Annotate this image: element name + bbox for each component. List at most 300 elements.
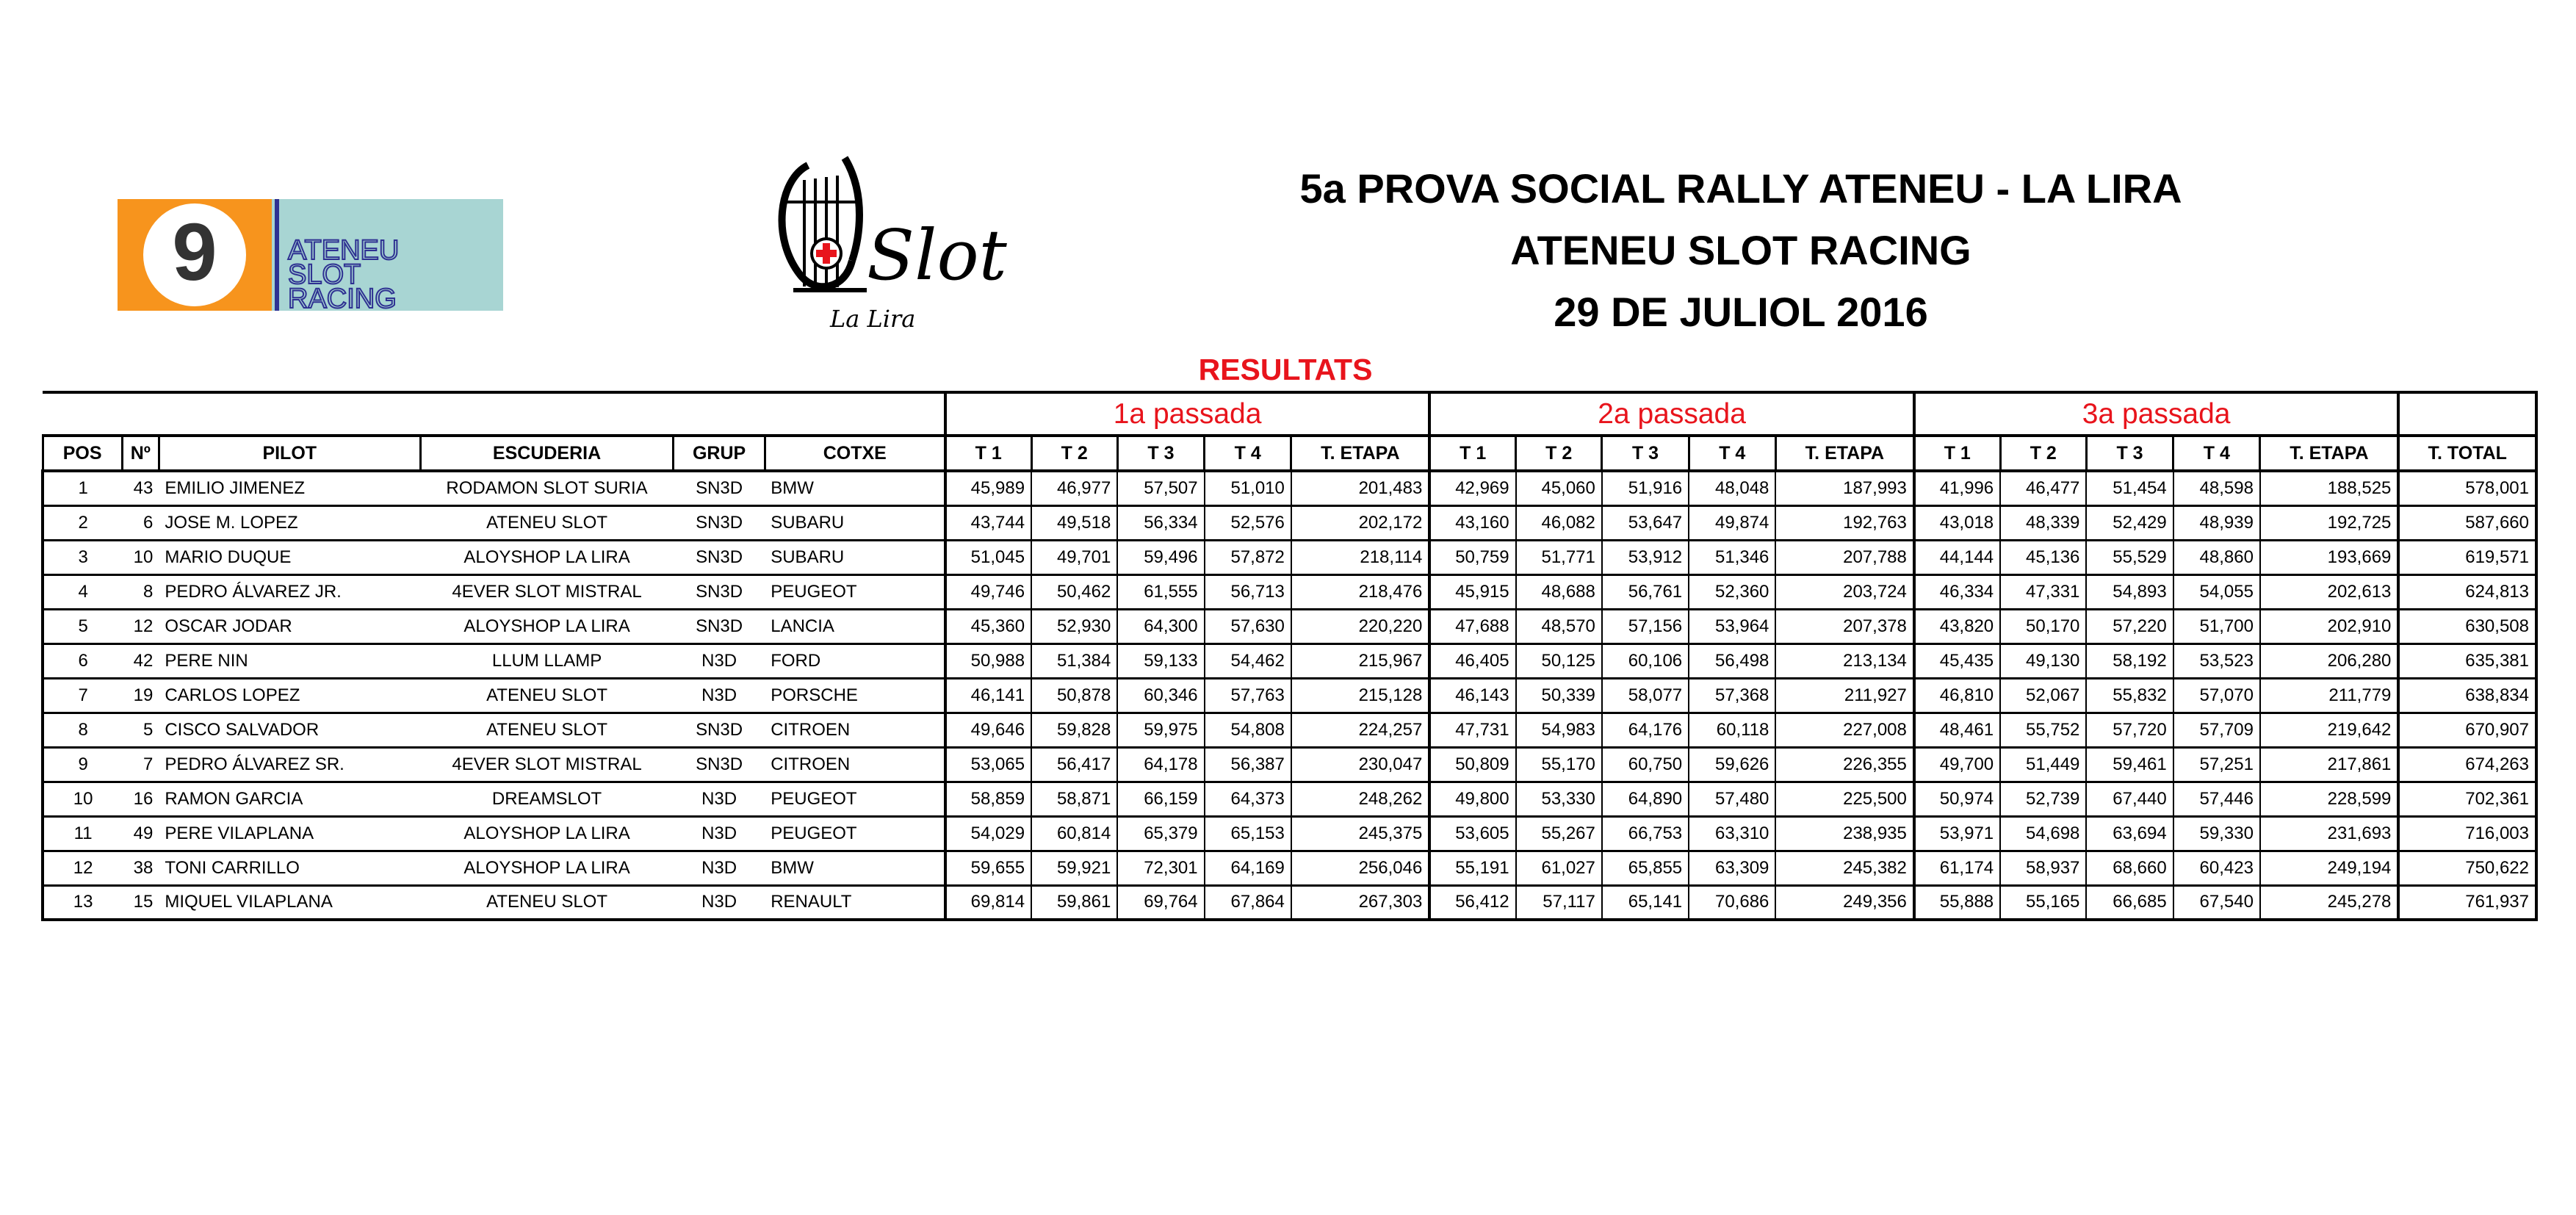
table-row [43, 643, 2536, 678]
cell-p1-t4: 57,630 [1205, 609, 1291, 643]
cell-grup: SN3D [674, 471, 765, 505]
table-row [43, 609, 2536, 643]
cell-p1-t4: 51,010 [1205, 471, 1291, 505]
cell-p3-t1: 44,144 [1914, 540, 2000, 574]
cell-p3-t1: 49,700 [1914, 747, 2000, 782]
cell-escuderia: ALOYSHOP LA LIRA [420, 609, 674, 643]
cell-pos: 10 [43, 782, 122, 816]
cell-p1-t2: 50,462 [1031, 574, 1117, 609]
cell-p2-t3: 51,916 [1602, 471, 1689, 505]
cell-total: 670,907 [2398, 713, 2536, 747]
cell-p1-t2: 58,871 [1031, 782, 1117, 816]
cell-p3-t1: 45,435 [1914, 643, 2000, 678]
cell-p2-t2: 55,267 [1516, 816, 1602, 851]
cell-p3-t1: 55,888 [1914, 885, 2000, 920]
pass-3-header: 3a passada [1914, 392, 2399, 436]
cell-p2-t3: 58,077 [1602, 678, 1689, 713]
cell-p3-t3: 55,529 [2086, 540, 2173, 574]
cell-p1-t3: 64,300 [1117, 609, 1204, 643]
cell-cotxe: PEUGEOT [765, 816, 945, 851]
cell-p1-t4: 67,864 [1205, 885, 1291, 920]
col-pos: POS [43, 436, 122, 471]
cell-p2-t3: 66,753 [1602, 816, 1689, 851]
cell-p3-t4: 60,423 [2173, 851, 2260, 885]
cell-p1-t4: 54,462 [1205, 643, 1291, 678]
cell-p2-etapa: 207,788 [1775, 540, 1913, 574]
cell-p3-etapa: 249,194 [2260, 851, 2398, 885]
cell-p2-t2: 54,983 [1516, 713, 1602, 747]
cell-p3-etapa: 228,599 [2260, 782, 2398, 816]
cell-p2-etapa: 187,993 [1775, 471, 1913, 505]
cell-pos: 3 [43, 540, 122, 574]
cell-num: 49 [122, 816, 159, 851]
cell-p2-t3: 64,176 [1602, 713, 1689, 747]
cell-grup: N3D [674, 851, 765, 885]
cell-num: 12 [122, 609, 159, 643]
event-title: 5a PROVA SOCIAL RALLY ATENEU - LA LIRA [1299, 165, 2182, 212]
cell-pos: 7 [43, 678, 122, 713]
cell-p1-t1: 43,744 [945, 505, 1031, 540]
cell-p2-t3: 65,855 [1602, 851, 1689, 885]
cell-total: 587,660 [2398, 505, 2536, 540]
cell-p2-t1: 45,915 [1429, 574, 1515, 609]
cell-p3-t2: 55,752 [2000, 713, 2086, 747]
cell-p2-t1: 47,731 [1429, 713, 1515, 747]
cell-p2-t2: 53,330 [1516, 782, 1602, 816]
cell-p3-t2: 51,449 [2000, 747, 2086, 782]
cell-p1-t4: 56,387 [1205, 747, 1291, 782]
cell-p3-t4: 57,446 [2173, 782, 2260, 816]
cell-p3-t1: 43,820 [1914, 609, 2000, 643]
cell-p3-t2: 49,130 [2000, 643, 2086, 678]
cell-grup: N3D [674, 885, 765, 920]
cell-total: 624,813 [2398, 574, 2536, 609]
cell-p2-t4: 60,118 [1689, 713, 1775, 747]
cell-p3-etapa: 217,861 [2260, 747, 2398, 782]
cell-p3-t4: 67,540 [2173, 885, 2260, 920]
cell-p3-t3: 57,220 [2086, 609, 2173, 643]
cell-p1-t1: 59,655 [945, 851, 1031, 885]
cell-p1-etapa: 218,114 [1291, 540, 1429, 574]
cell-p1-t1: 46,141 [945, 678, 1031, 713]
cell-p3-t2: 45,136 [2000, 540, 2086, 574]
cell-p1-t1: 49,746 [945, 574, 1031, 609]
cell-pilot: CISCO SALVADOR [159, 713, 420, 747]
cell-p1-t3: 56,334 [1117, 505, 1204, 540]
cell-total: 716,003 [2398, 816, 2536, 851]
cell-p1-t3: 59,975 [1117, 713, 1204, 747]
cell-num: 15 [122, 885, 159, 920]
logo-number: 9 [172, 207, 217, 298]
cell-p3-t4: 59,330 [2173, 816, 2260, 851]
cell-p2-t2: 45,060 [1516, 471, 1602, 505]
cell-p3-t4: 54,055 [2173, 574, 2260, 609]
cell-pilot: PERE NIN [159, 643, 420, 678]
cell-total: 619,571 [2398, 540, 2536, 574]
cell-p1-etapa: 202,172 [1291, 505, 1429, 540]
cell-p3-t4: 48,598 [2173, 471, 2260, 505]
cell-p1-t3: 66,159 [1117, 782, 1204, 816]
cell-p1-t1: 50,988 [945, 643, 1031, 678]
cell-p3-t2: 48,339 [2000, 505, 2086, 540]
la-lira-slot-logo [757, 151, 1007, 338]
cell-p2-t3: 53,647 [1602, 505, 1689, 540]
cell-p3-t4: 57,251 [2173, 747, 2260, 782]
cell-p2-etapa: 227,008 [1775, 713, 1913, 747]
cell-p3-etapa: 188,525 [2260, 471, 2398, 505]
cell-cotxe: CITROEN [765, 713, 945, 747]
cell-p1-t1: 45,360 [945, 609, 1031, 643]
cell-p3-t2: 52,739 [2000, 782, 2086, 816]
cell-p2-t1: 43,160 [1429, 505, 1515, 540]
cell-p1-t2: 49,701 [1031, 540, 1117, 574]
cell-p1-etapa: 220,220 [1291, 609, 1429, 643]
cell-p1-t3: 69,764 [1117, 885, 1204, 920]
cell-num: 38 [122, 851, 159, 885]
cell-p1-t2: 51,384 [1031, 643, 1117, 678]
cell-p1-t2: 59,828 [1031, 713, 1117, 747]
cell-cotxe: RENAULT [765, 885, 945, 920]
table-row [43, 678, 2536, 713]
cell-p3-etapa: 219,642 [2260, 713, 2398, 747]
lyre-frame-right [845, 158, 859, 261]
cell-p2-t1: 49,800 [1429, 782, 1515, 816]
cell-p1-t3: 60,346 [1117, 678, 1204, 713]
cell-pos: 4 [43, 574, 122, 609]
cell-pilot: JOSE M. LOPEZ [159, 505, 420, 540]
cell-p2-t2: 50,339 [1516, 678, 1602, 713]
cell-p1-t4: 52,576 [1205, 505, 1291, 540]
event-date: 29 DE JULIOL 2016 [1554, 289, 1928, 335]
cell-p3-t4: 57,709 [2173, 713, 2260, 747]
cell-p3-t1: 48,461 [1914, 713, 2000, 747]
cell-p3-t2: 50,170 [2000, 609, 2086, 643]
cell-grup: SN3D [674, 540, 765, 574]
logo-word: Slot [867, 215, 1007, 296]
table-row [43, 816, 2536, 851]
cell-p1-etapa: 245,375 [1291, 816, 1429, 851]
cell-num: 43 [122, 471, 159, 505]
cell-pos: 9 [43, 747, 122, 782]
cell-p1-t3: 59,133 [1117, 643, 1204, 678]
cell-p3-t2: 58,937 [2000, 851, 2086, 885]
cell-p2-t2: 61,027 [1516, 851, 1602, 885]
cell-p2-t4: 63,310 [1689, 816, 1775, 851]
cell-num: 19 [122, 678, 159, 713]
cell-grup: N3D [674, 782, 765, 816]
cell-p2-t3: 56,761 [1602, 574, 1689, 609]
cell-grup: SN3D [674, 505, 765, 540]
cell-p1-etapa: 248,262 [1291, 782, 1429, 816]
cell-p1-t2: 56,417 [1031, 747, 1117, 782]
cell-p2-etapa: 226,355 [1775, 747, 1913, 782]
cell-p1-t1: 45,989 [945, 471, 1031, 505]
cell-cotxe: PORSCHE [765, 678, 945, 713]
cell-p1-t2: 46,977 [1031, 471, 1117, 505]
cell-escuderia: RODAMON SLOT SURIA [420, 471, 674, 505]
cell-total: 578,001 [2398, 471, 2536, 505]
cell-pos: 6 [43, 643, 122, 678]
cell-total: 674,263 [2398, 747, 2536, 782]
cell-cotxe: LANCIA [765, 609, 945, 643]
cell-p1-t1: 53,065 [945, 747, 1031, 782]
cell-p1-etapa: 215,128 [1291, 678, 1429, 713]
cell-p3-t1: 46,810 [1914, 678, 2000, 713]
cell-escuderia: ATENEU SLOT [420, 885, 674, 920]
cell-cotxe: SUBARU [765, 540, 945, 574]
cell-p2-t4: 56,498 [1689, 643, 1775, 678]
cell-p1-t4: 65,153 [1205, 816, 1291, 851]
cell-pilot: OSCAR JODAR [159, 609, 420, 643]
cell-p3-t1: 50,974 [1914, 782, 2000, 816]
cell-num: 10 [122, 540, 159, 574]
cell-p1-t3: 65,379 [1117, 816, 1204, 851]
cell-p1-etapa: 230,047 [1291, 747, 1429, 782]
cell-escuderia: ATENEU SLOT [420, 713, 674, 747]
results-table [41, 391, 2538, 921]
cell-p3-t2: 54,698 [2000, 816, 2086, 851]
cell-p3-t3: 58,192 [2086, 643, 2173, 678]
cell-p2-t1: 50,759 [1429, 540, 1515, 574]
cell-pos: 1 [43, 471, 122, 505]
cell-p3-t3: 51,454 [2086, 471, 2173, 505]
cell-cotxe: PEUGEOT [765, 782, 945, 816]
cell-p3-t3: 67,440 [2086, 782, 2173, 816]
cell-grup: N3D [674, 816, 765, 851]
table-row [43, 540, 2536, 574]
cell-p1-t4: 57,763 [1205, 678, 1291, 713]
col-grup: GRUP [674, 436, 765, 471]
cell-p2-t1: 42,969 [1429, 471, 1515, 505]
cell-grup: N3D [674, 643, 765, 678]
table-row [43, 574, 2536, 609]
col-p3-t4: T 4 [2173, 436, 2260, 471]
cell-p1-etapa: 267,303 [1291, 885, 1429, 920]
cell-num: 7 [122, 747, 159, 782]
cell-p3-etapa: 202,910 [2260, 609, 2398, 643]
cell-p1-t3: 64,178 [1117, 747, 1204, 782]
cell-p2-etapa: 211,927 [1775, 678, 1913, 713]
cell-p1-t4: 64,373 [1205, 782, 1291, 816]
cell-p1-etapa: 224,257 [1291, 713, 1429, 747]
cell-p1-t3: 72,301 [1117, 851, 1204, 885]
cell-p1-etapa: 256,046 [1291, 851, 1429, 885]
cell-p1-etapa: 218,476 [1291, 574, 1429, 609]
cell-p3-t3: 52,429 [2086, 505, 2173, 540]
cell-p3-t4: 57,070 [2173, 678, 2260, 713]
cell-p3-t3: 54,893 [2086, 574, 2173, 609]
cell-p3-t1: 53,971 [1914, 816, 2000, 851]
table-row [43, 471, 2536, 505]
cell-p2-t4: 57,368 [1689, 678, 1775, 713]
cell-p2-t1: 46,405 [1429, 643, 1515, 678]
cell-p3-t2: 55,165 [2000, 885, 2086, 920]
cell-p3-t1: 46,334 [1914, 574, 2000, 609]
logo-line-3: RACING [288, 284, 397, 314]
cell-p1-etapa: 215,967 [1291, 643, 1429, 678]
cell-p1-t2: 49,518 [1031, 505, 1117, 540]
cell-pilot: EMILIO JIMENEZ [159, 471, 420, 505]
results-body [43, 471, 2536, 920]
pass-header-row [43, 392, 2536, 436]
cell-p3-t3: 66,685 [2086, 885, 2173, 920]
table-row [43, 747, 2536, 782]
cell-p1-t2: 59,861 [1031, 885, 1117, 920]
cell-p3-t2: 47,331 [2000, 574, 2086, 609]
cell-p2-t3: 60,106 [1602, 643, 1689, 678]
cell-total: 630,508 [2398, 609, 2536, 643]
col-p2-etapa: T. ETAPA [1775, 436, 1913, 471]
col-p1-t2: T 2 [1031, 436, 1117, 471]
col-p3-etapa: T. ETAPA [2260, 436, 2398, 471]
col-p2-t2: T 2 [1516, 436, 1602, 471]
cell-p1-etapa: 201,483 [1291, 471, 1429, 505]
cell-p3-t2: 46,477 [2000, 471, 2086, 505]
table-row [43, 713, 2536, 747]
cell-p2-t2: 51,771 [1516, 540, 1602, 574]
cell-p1-t1: 69,814 [945, 885, 1031, 920]
cell-num: 8 [122, 574, 159, 609]
cell-total: 761,937 [2398, 885, 2536, 920]
col-p1-etapa: T. ETAPA [1291, 436, 1429, 471]
cell-cotxe: CITROEN [765, 747, 945, 782]
col-p2-t4: T 4 [1689, 436, 1775, 471]
cell-p2-t4: 63,309 [1689, 851, 1775, 885]
cell-p2-t4: 52,360 [1689, 574, 1775, 609]
cell-p3-t3: 63,694 [2086, 816, 2173, 851]
cell-pilot: MIQUEL VILAPLANA [159, 885, 420, 920]
ateneu-slot-racing-logo [118, 199, 503, 314]
cell-escuderia: ALOYSHOP LA LIRA [420, 816, 674, 851]
cell-total: 635,381 [2398, 643, 2536, 678]
col-p3-t3: T 3 [2086, 436, 2173, 471]
cell-grup: SN3D [674, 713, 765, 747]
cell-p1-t1: 51,045 [945, 540, 1031, 574]
cell-escuderia: ALOYSHOP LA LIRA [420, 851, 674, 885]
col-p1-t4: T 4 [1205, 436, 1291, 471]
cell-p3-t2: 52,067 [2000, 678, 2086, 713]
cell-p3-t4: 51,700 [2173, 609, 2260, 643]
cell-p1-t4: 56,713 [1205, 574, 1291, 609]
results-title: RESULTATS [1198, 353, 1373, 386]
cell-cotxe: BMW [765, 471, 945, 505]
cell-p1-t2: 59,921 [1031, 851, 1117, 885]
cell-p3-t3: 55,832 [2086, 678, 2173, 713]
cell-cotxe: FORD [765, 643, 945, 678]
cell-p3-t3: 59,461 [2086, 747, 2173, 782]
cell-p2-t1: 47,688 [1429, 609, 1515, 643]
table-row [43, 782, 2536, 816]
table-row [43, 885, 2536, 920]
cell-cotxe: SUBARU [765, 505, 945, 540]
col-cotxe: COTXE [765, 436, 945, 471]
cell-p1-t2: 50,878 [1031, 678, 1117, 713]
club-name: ATENEU SLOT RACING [1510, 227, 1971, 273]
lyre-frame-left [782, 165, 852, 286]
cell-p2-t4: 49,874 [1689, 505, 1775, 540]
cell-pilot: MARIO DUQUE [159, 540, 420, 574]
cell-p1-t3: 57,507 [1117, 471, 1204, 505]
cell-p3-t1: 41,996 [1914, 471, 2000, 505]
cell-escuderia: 4EVER SLOT MISTRAL [420, 747, 674, 782]
logo-line-1: ATENEU [288, 235, 400, 266]
cell-p2-t2: 48,688 [1516, 574, 1602, 609]
cell-p1-t1: 49,646 [945, 713, 1031, 747]
cell-p1-t3: 59,496 [1117, 540, 1204, 574]
total-blank-header [2398, 392, 2536, 436]
cell-total: 702,361 [2398, 782, 2536, 816]
cell-p2-t1: 50,809 [1429, 747, 1515, 782]
cell-p2-t2: 48,570 [1516, 609, 1602, 643]
cell-pos: 13 [43, 885, 122, 920]
cell-grup: SN3D [674, 609, 765, 643]
cell-pos: 11 [43, 816, 122, 851]
cell-p2-etapa: 192,763 [1775, 505, 1913, 540]
cell-p2-t1: 56,412 [1429, 885, 1515, 920]
cell-pos: 2 [43, 505, 122, 540]
table-row [43, 505, 2536, 540]
cell-num: 6 [122, 505, 159, 540]
cell-p2-t4: 48,048 [1689, 471, 1775, 505]
cell-p1-t1: 58,859 [945, 782, 1031, 816]
cell-num: 16 [122, 782, 159, 816]
cell-p3-etapa: 206,280 [2260, 643, 2398, 678]
col-p1-t1: T 1 [945, 436, 1031, 471]
cell-p1-t4: 57,872 [1205, 540, 1291, 574]
cell-p3-t1: 43,018 [1914, 505, 2000, 540]
col-p3-t1: T 1 [1914, 436, 2000, 471]
cell-num: 42 [122, 643, 159, 678]
cell-p2-etapa: 203,724 [1775, 574, 1913, 609]
cell-pos: 8 [43, 713, 122, 747]
cell-p2-t3: 57,156 [1602, 609, 1689, 643]
cell-escuderia: 4EVER SLOT MISTRAL [420, 574, 674, 609]
col-num: Nº [122, 436, 159, 471]
logo-line-2: SLOT [288, 259, 361, 290]
cell-p3-etapa: 245,278 [2260, 885, 2398, 920]
cell-pilot: RAMON GARCIA [159, 782, 420, 816]
cell-p3-t1: 61,174 [1914, 851, 2000, 885]
col-total: T. TOTAL [2398, 436, 2536, 471]
cell-p2-t4: 70,686 [1689, 885, 1775, 920]
cell-pos: 5 [43, 609, 122, 643]
cell-p2-t2: 50,125 [1516, 643, 1602, 678]
cell-pilot: PEDRO ÁLVAREZ SR. [159, 747, 420, 782]
cell-total: 750,622 [2398, 851, 2536, 885]
cell-p3-t3: 68,660 [2086, 851, 2173, 885]
cell-grup: SN3D [674, 747, 765, 782]
cell-p2-t1: 53,605 [1429, 816, 1515, 851]
cell-p2-t2: 55,170 [1516, 747, 1602, 782]
cell-p3-etapa: 192,725 [2260, 505, 2398, 540]
cell-p2-t4: 51,346 [1689, 540, 1775, 574]
cell-p2-etapa: 245,382 [1775, 851, 1913, 885]
col-p2-t1: T 1 [1429, 436, 1515, 471]
cell-p1-t4: 54,808 [1205, 713, 1291, 747]
cell-grup: N3D [674, 678, 765, 713]
cell-p3-t4: 48,860 [2173, 540, 2260, 574]
cell-cotxe: PEUGEOT [765, 574, 945, 609]
logo-caption: La Lira [830, 305, 916, 333]
col-pilot: PILOT [159, 436, 420, 471]
cell-p2-t2: 46,082 [1516, 505, 1602, 540]
cell-escuderia: LLUM LLAMP [420, 643, 674, 678]
cell-grup: SN3D [674, 574, 765, 609]
cell-escuderia: ALOYSHOP LA LIRA [420, 540, 674, 574]
cell-p2-t4: 59,626 [1689, 747, 1775, 782]
cell-pilot: PEDRO ÁLVAREZ JR. [159, 574, 420, 609]
cell-p1-t1: 54,029 [945, 816, 1031, 851]
